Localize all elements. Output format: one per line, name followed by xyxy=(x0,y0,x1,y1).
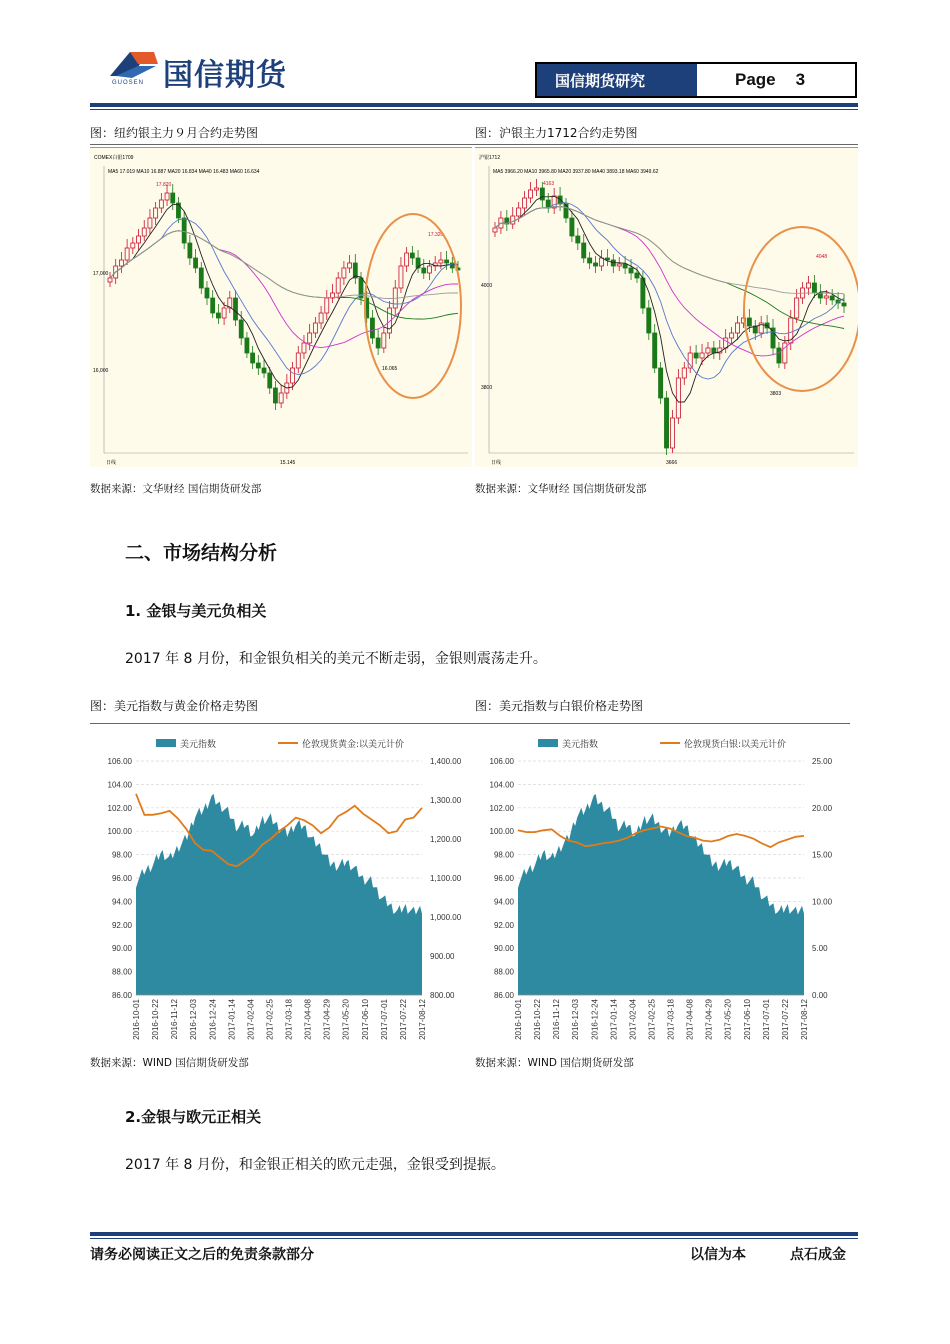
candle-body xyxy=(682,368,686,378)
candle-body xyxy=(222,308,226,318)
candle-body xyxy=(564,204,568,218)
candle-body xyxy=(629,268,633,273)
candle-body xyxy=(256,363,260,368)
y-left-tick-label: 98.00 xyxy=(111,850,132,860)
y-right-tick-label: 5.00 xyxy=(812,944,828,954)
candle-body xyxy=(370,318,374,338)
candle-body xyxy=(623,264,627,268)
candle-body xyxy=(730,333,734,338)
candle-body xyxy=(176,203,180,218)
candle-body xyxy=(659,368,663,398)
fig1-kline-panel xyxy=(90,147,472,467)
page-indicator xyxy=(699,64,855,96)
fig3-caption: 图：美元指数与黄金价格走势图 xyxy=(90,699,259,713)
y-right-tick-label: 1,200.00 xyxy=(430,835,462,844)
candle-body xyxy=(427,266,431,273)
candle-body xyxy=(670,418,674,448)
candle-body xyxy=(552,196,556,208)
candle-body xyxy=(517,208,521,216)
candle-body xyxy=(245,338,249,353)
candle-body xyxy=(262,368,266,373)
fig1-ylabel-2: 16,000 xyxy=(93,368,109,374)
footer-rule-thin xyxy=(90,1238,858,1239)
y-left-tick-label: 90.00 xyxy=(111,944,132,954)
candle-body xyxy=(712,348,716,353)
fig2-source: 数据来源：文华财经 国信期货研发部 xyxy=(475,483,647,495)
fig2-ma-text: MA5 3966.20 MA10 3965.80 MA20 3937.80 MA40 3893.18 MA60 3949.62 xyxy=(493,169,659,175)
fig1-annot-low2: 15.145 xyxy=(280,460,296,466)
y-left-tick-label: 100.00 xyxy=(489,827,514,837)
y-right-tick-label: 10.00 xyxy=(812,897,833,907)
candle-body xyxy=(131,243,135,248)
fig2-annot-low1: 3803 xyxy=(770,391,782,397)
y-left-tick-label: 86.00 xyxy=(493,991,514,1000)
y-left-tick-label: 100.00 xyxy=(107,827,132,837)
candle-body xyxy=(635,273,639,278)
candle-body xyxy=(842,303,846,306)
y-right-tick-label: 1,100.00 xyxy=(430,874,462,883)
page-number: 3 xyxy=(795,70,806,89)
caption-rule-2 xyxy=(90,723,850,724)
candle-body xyxy=(205,288,209,298)
candle-body xyxy=(159,200,163,208)
candle-body xyxy=(308,333,312,343)
ma20-line xyxy=(110,231,458,348)
legend-label-price: 伦敦现货黄金:以美元计价 xyxy=(302,740,405,750)
fig1-annot-low1: 16.065 xyxy=(382,366,398,372)
candle-body xyxy=(410,253,414,258)
y-left-tick-label: 104.00 xyxy=(489,780,514,790)
candle-body xyxy=(588,258,592,263)
y-left-tick-label: 88.00 xyxy=(493,967,514,977)
candle-body xyxy=(422,268,426,273)
y-right-tick-label: 20.00 xyxy=(812,803,833,813)
fig4-caption: 图：美元指数与白银价格走势图 xyxy=(475,699,644,713)
candle-body xyxy=(165,193,169,200)
x-tick-label: 2016-10-22 xyxy=(151,999,161,1040)
candle-body xyxy=(273,388,277,403)
paragraph-1: 2017 年 8 月份，和金银负相关的美元不断走弱，金银则震荡走升。 xyxy=(125,651,547,667)
fig1-annot-high: 17.820 xyxy=(156,182,172,188)
fig1-ylabel-1: 17,000 xyxy=(93,271,109,277)
candle-body xyxy=(493,228,497,232)
fig3-source: 数据来源：WIND 国信期货研发部 xyxy=(90,1057,249,1069)
ma5-line xyxy=(495,196,844,402)
header-rule-thin xyxy=(90,109,858,110)
fig3-chart-panel xyxy=(92,727,470,1047)
fig2-ylabel-1: 4000 xyxy=(481,283,493,289)
fig2-top-text: 沪银1712 xyxy=(479,155,501,161)
ma60-line xyxy=(495,207,844,294)
candle-body xyxy=(154,208,158,218)
candle-body xyxy=(119,260,123,266)
candle-body xyxy=(599,258,603,266)
candle-body xyxy=(325,298,329,313)
legend-swatch-area xyxy=(538,739,558,747)
candle-body xyxy=(747,318,751,326)
fig1-top-text: COMEX白银1709 xyxy=(94,155,134,161)
x-tick-label: 2017-01-14 xyxy=(609,999,619,1040)
candle-body xyxy=(824,296,828,298)
candle-body xyxy=(694,353,698,358)
candle-body xyxy=(593,263,597,266)
candle-body xyxy=(182,218,186,243)
ma40-line xyxy=(495,207,844,329)
y-left-tick-label: 90.00 xyxy=(493,944,514,954)
candle-body xyxy=(570,218,574,236)
legend-label-price: 伦敦现货白银:以美元计价 xyxy=(684,740,787,750)
fig3-chart xyxy=(92,727,470,1047)
candle-body xyxy=(148,218,152,228)
y-left-tick-label: 102.00 xyxy=(107,803,132,813)
fig1-kline-chart xyxy=(90,148,472,468)
candle-body xyxy=(216,313,220,318)
x-tick-label: 2017-07-01 xyxy=(761,999,771,1040)
x-tick-label: 2016-11-12 xyxy=(552,999,562,1040)
candle-body xyxy=(342,268,346,278)
y-right-tick-label: 900.00 xyxy=(430,952,455,961)
footer-disclaimer: 请务必阅读正文之后的免责条款部分 xyxy=(90,1247,314,1263)
legend-label-usd: 美元指数 xyxy=(562,740,599,750)
y-right-tick-label: 0.00 xyxy=(812,991,828,1000)
candle-body xyxy=(511,216,515,224)
candle-body xyxy=(806,283,810,288)
candle-body xyxy=(523,198,527,208)
x-tick-label: 2017-08-12 xyxy=(800,999,809,1040)
fig2-annot-low2: 3666 xyxy=(666,460,678,466)
fig4-chart-panel xyxy=(474,727,852,1047)
candle-body xyxy=(251,353,255,363)
y-left-tick-label: 96.00 xyxy=(111,874,132,883)
candle-body xyxy=(706,348,710,353)
candle-body xyxy=(319,313,323,323)
candle-body xyxy=(313,323,317,333)
candle-body xyxy=(382,333,386,348)
x-tick-label: 2016-11-12 xyxy=(170,999,180,1040)
x-tick-label: 2016-10-22 xyxy=(533,999,543,1040)
candle-body xyxy=(818,293,822,298)
candle-body xyxy=(336,278,340,293)
candle-body xyxy=(296,353,300,368)
candle-body xyxy=(777,348,781,363)
x-tick-label: 2017-04-29 xyxy=(704,999,714,1040)
x-tick-label: 2017-07-22 xyxy=(780,999,790,1040)
y-left-tick-label: 106.00 xyxy=(107,757,132,766)
fig1-period: 日线 xyxy=(106,460,117,466)
candle-body xyxy=(445,260,449,263)
candle-body xyxy=(617,264,621,266)
fig1-caption: 图：纽约银主力９月合约走势图 xyxy=(90,126,259,140)
x-tick-label: 2017-02-25 xyxy=(647,999,657,1040)
candle-body xyxy=(582,243,586,258)
y-right-tick-label: 1,400.00 xyxy=(430,757,462,766)
x-tick-label: 2017-05-20 xyxy=(723,999,733,1040)
candle-body xyxy=(194,258,198,268)
x-tick-label: 2017-03-18 xyxy=(284,999,294,1040)
y-left-tick-label: 86.00 xyxy=(111,991,132,1000)
x-tick-label: 2017-04-08 xyxy=(303,999,313,1040)
x-tick-label: 2017-07-22 xyxy=(398,999,408,1040)
candle-body xyxy=(302,343,306,353)
candle-body xyxy=(211,298,215,313)
candle-body xyxy=(399,266,403,288)
x-tick-label: 2016-12-24 xyxy=(208,999,218,1040)
fig2-period: 日线 xyxy=(491,460,502,466)
candle-body xyxy=(534,188,538,190)
candle-body xyxy=(199,268,203,288)
x-tick-label: 2017-02-04 xyxy=(246,999,256,1040)
y-left-tick-label: 88.00 xyxy=(111,967,132,977)
x-tick-label: 2017-04-08 xyxy=(685,999,695,1040)
candle-body xyxy=(540,188,544,200)
page-label: Page xyxy=(735,70,776,89)
x-tick-label: 2017-05-20 xyxy=(341,999,351,1040)
candle-body xyxy=(664,398,668,448)
y-left-tick-label: 102.00 xyxy=(489,803,514,813)
candle-body xyxy=(137,236,141,243)
y-right-tick-label: 1,000.00 xyxy=(430,913,462,922)
candle-body xyxy=(795,298,799,318)
x-tick-label: 2016-12-03 xyxy=(571,999,581,1040)
usd-index-area xyxy=(518,794,804,995)
candle-body xyxy=(405,253,409,266)
candle-body xyxy=(830,296,834,300)
y-left-tick-label: 92.00 xyxy=(111,920,132,930)
x-tick-label: 2016-10-01 xyxy=(132,999,141,1040)
y-right-tick-label: 15.00 xyxy=(812,850,833,860)
x-tick-label: 2017-02-04 xyxy=(628,999,638,1040)
candle-body xyxy=(528,190,532,198)
footer-rule xyxy=(90,1232,858,1236)
y-right-tick-label: 1,300.00 xyxy=(430,796,462,805)
fig2-caption: 图：沪银主力1712合约走势图 xyxy=(475,126,638,140)
section-title: 二、市场结构分析 xyxy=(125,542,278,564)
candle-body xyxy=(234,298,238,320)
header-dept: 国信期货研究 xyxy=(537,64,697,96)
y-left-tick-label: 92.00 xyxy=(493,920,514,930)
y-left-tick-label: 94.00 xyxy=(493,897,514,907)
y-left-tick-label: 98.00 xyxy=(493,850,514,860)
candle-body xyxy=(676,378,680,418)
x-tick-label: 2017-07-01 xyxy=(379,999,389,1040)
subsection-2-title: 2.金银与欧元正相关 xyxy=(125,1108,262,1126)
x-tick-label: 2017-01-14 xyxy=(227,999,237,1040)
candle-body xyxy=(171,193,175,203)
fig2-kline-chart xyxy=(475,148,858,468)
logo-subtext: GUOSEN xyxy=(112,80,145,86)
candle-body xyxy=(735,323,739,333)
fig2-annot-high: 4163 xyxy=(543,181,555,187)
fig2-ylabel-2: 3800 xyxy=(481,385,493,391)
x-tick-label: 2016-12-03 xyxy=(189,999,199,1040)
y-left-tick-label: 106.00 xyxy=(489,757,514,766)
candle-body xyxy=(812,283,816,293)
candle-body xyxy=(188,243,192,258)
highlight-ellipse xyxy=(744,227,858,391)
candle-body xyxy=(268,373,272,388)
fig4-chart xyxy=(474,727,852,1047)
fig1-source: 数据来源：文华财经 国信期货研发部 xyxy=(90,483,262,495)
caption-rule xyxy=(90,144,858,145)
fig4-source: 数据来源：WIND 国信期货研发部 xyxy=(475,1057,634,1069)
x-tick-label: 2016-10-01 xyxy=(514,999,523,1040)
candle-body xyxy=(376,338,380,348)
candle-body xyxy=(700,353,704,358)
x-tick-label: 2017-04-29 xyxy=(322,999,332,1040)
candle-body xyxy=(291,368,295,383)
fig2-annot-mid: 4048 xyxy=(816,254,828,260)
y-left-tick-label: 96.00 xyxy=(493,874,514,883)
paragraph-2: 2017 年 8 月份，和金银正相关的欧元走强，金银受到提振。 xyxy=(125,1157,505,1173)
x-tick-label: 2017-02-25 xyxy=(265,999,275,1040)
y-left-tick-label: 94.00 xyxy=(111,897,132,907)
legend-label-usd: 美元指数 xyxy=(180,740,217,750)
candle-body xyxy=(789,318,793,343)
x-tick-label: 2016-12-24 xyxy=(590,999,600,1040)
candle-body xyxy=(279,393,283,403)
x-tick-label: 2017-08-12 xyxy=(418,999,427,1040)
candle-body xyxy=(108,278,112,282)
y-right-tick-label: 800.00 xyxy=(430,991,455,1000)
footer-motto-1: 以信为本 xyxy=(690,1247,746,1263)
header-rule xyxy=(90,103,858,107)
ma5-line xyxy=(110,204,458,388)
y-right-tick-label: 25.00 xyxy=(812,757,833,766)
footer-motto-2: 点石成金 xyxy=(790,1247,846,1263)
candle-body xyxy=(142,228,146,236)
candle-body xyxy=(439,260,443,263)
company-name: 国信期货 xyxy=(163,58,287,93)
x-tick-label: 2017-06-10 xyxy=(742,999,752,1040)
highlight-ellipse xyxy=(365,214,461,398)
legend-swatch-area xyxy=(156,739,176,747)
fig1-annot-mid: 17.320 xyxy=(428,232,444,238)
subsection-1-title: 1. 金银与美元负相关 xyxy=(125,602,267,620)
candle-body xyxy=(239,320,243,338)
candle-body xyxy=(125,248,129,260)
fig1-ma-text: MA5 17.019 MA10 16.887 MA20 16.834 MA40 16.483 MA60 16.634 xyxy=(108,169,260,175)
y-left-tick-label: 104.00 xyxy=(107,780,132,790)
candle-body xyxy=(647,308,651,333)
fig2-kline-panel xyxy=(475,147,858,467)
x-tick-label: 2017-06-10 xyxy=(360,999,370,1040)
x-tick-label: 2017-03-18 xyxy=(666,999,676,1040)
candle-body xyxy=(653,333,657,368)
candle-body xyxy=(348,263,352,268)
candle-body xyxy=(576,236,580,243)
